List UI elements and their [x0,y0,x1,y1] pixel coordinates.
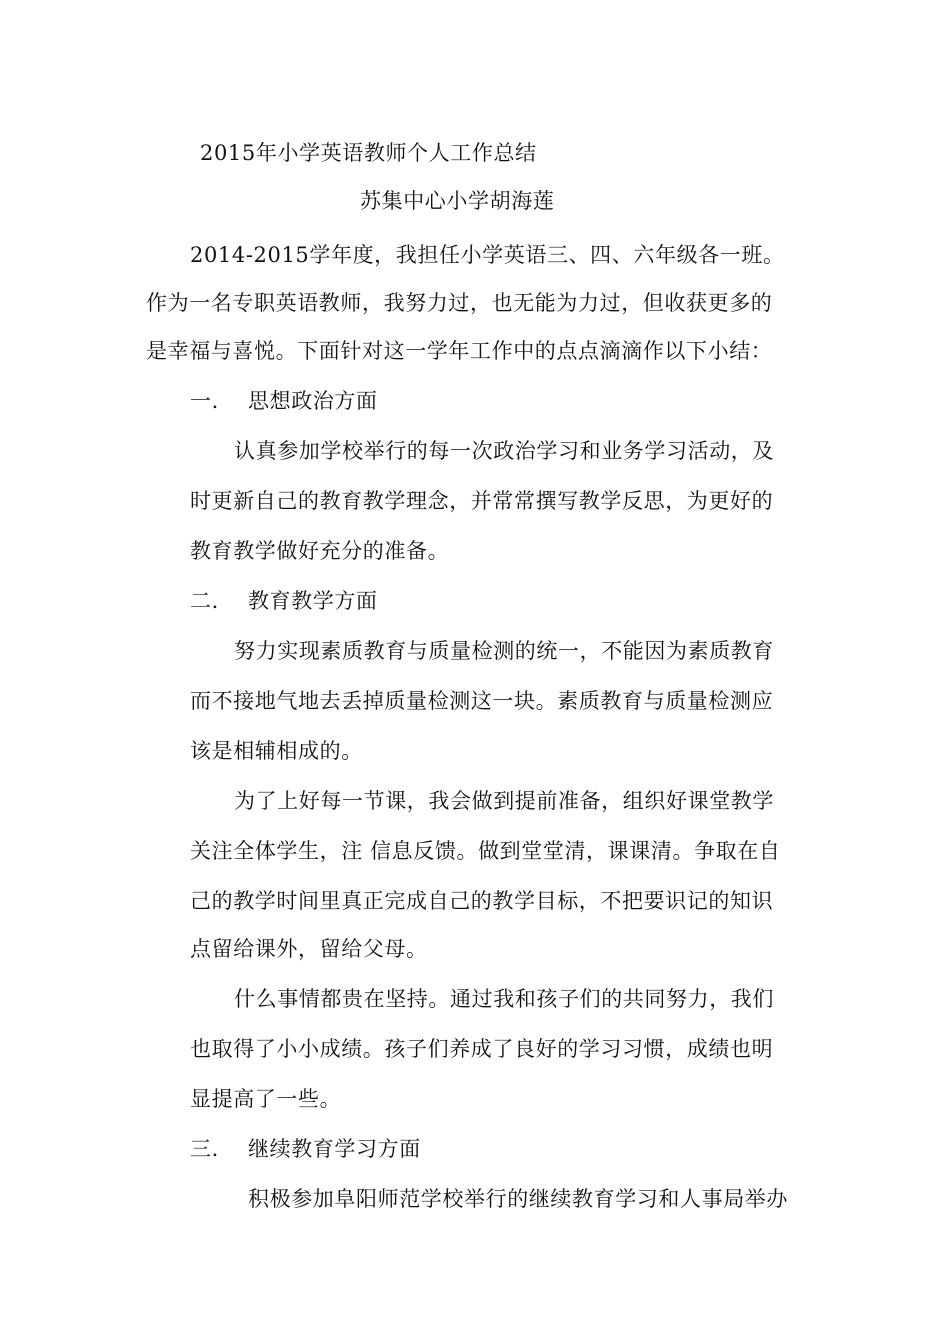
paragraph-line: 时更新自己的教育教学理念，并常常撰写教学反思，为更好的 [190,489,774,513]
paragraph-line: 什么事情都贵在坚持。通过我和孩子们的共同努力，我们 [234,987,774,1011]
document-author: 苏集中心小学胡海莲 [360,189,555,213]
paragraph-line: 也取得了小小成绩。孩子们养成了良好的学习习惯，成绩也明 [190,1037,774,1061]
intro-line: 2014-2015学年度，我担任小学英语三、四、六年级各一班。 [190,243,785,267]
paragraph-line: 认真参加学校举行的每一次政治学习和业务学习活动，及 [234,439,774,463]
section-number: 一. [190,389,219,413]
paragraph-line: 教育教学做好充分的准备。 [190,539,450,563]
paragraph-line: 该是相辅相成的。 [190,739,363,763]
document-title: 2015年小学英语教师个人工作总结 [200,141,537,165]
paragraph-line: 努力实现素质教育与质量检测的统一，不能因为素质教育 [234,639,774,663]
intro-line: 作为一名专职英语教师，我努力过，也无能为力过，但收获更多的 [146,291,773,315]
section-heading: 继续教育学习方面 [248,1137,421,1161]
paragraph-line: 关注全体学生，注 信息反馈。做到堂堂清，课课清。争取在自 [190,839,781,863]
section-number: 三. [190,1137,219,1161]
section-number: 二. [190,589,219,613]
intro-line: 是幸福与喜悦。下面针对这一学年工作中的点点滴滴作以下小结： [146,339,773,363]
paragraph-line: 显提高了一些。 [190,1087,342,1111]
section-heading: 思想政治方面 [248,389,378,413]
paragraph-line: 而不接地气地去丢掉质量检测这一块。素质教育与质量检测应 [190,689,774,713]
paragraph-line: 己的教学时间里真正完成自己的教学目标，不把要识记的知识 [190,889,774,913]
paragraph-line: 为了上好每一节课，我会做到提前准备，组织好课堂教学 [234,789,774,813]
paragraph-line: 点留给课外，留给父母。 [190,937,428,961]
section-heading: 教育教学方面 [248,589,378,613]
paragraph-line: 积极参加阜阳师范学校举行的继续教育学习和人事局举办 [248,1187,788,1211]
